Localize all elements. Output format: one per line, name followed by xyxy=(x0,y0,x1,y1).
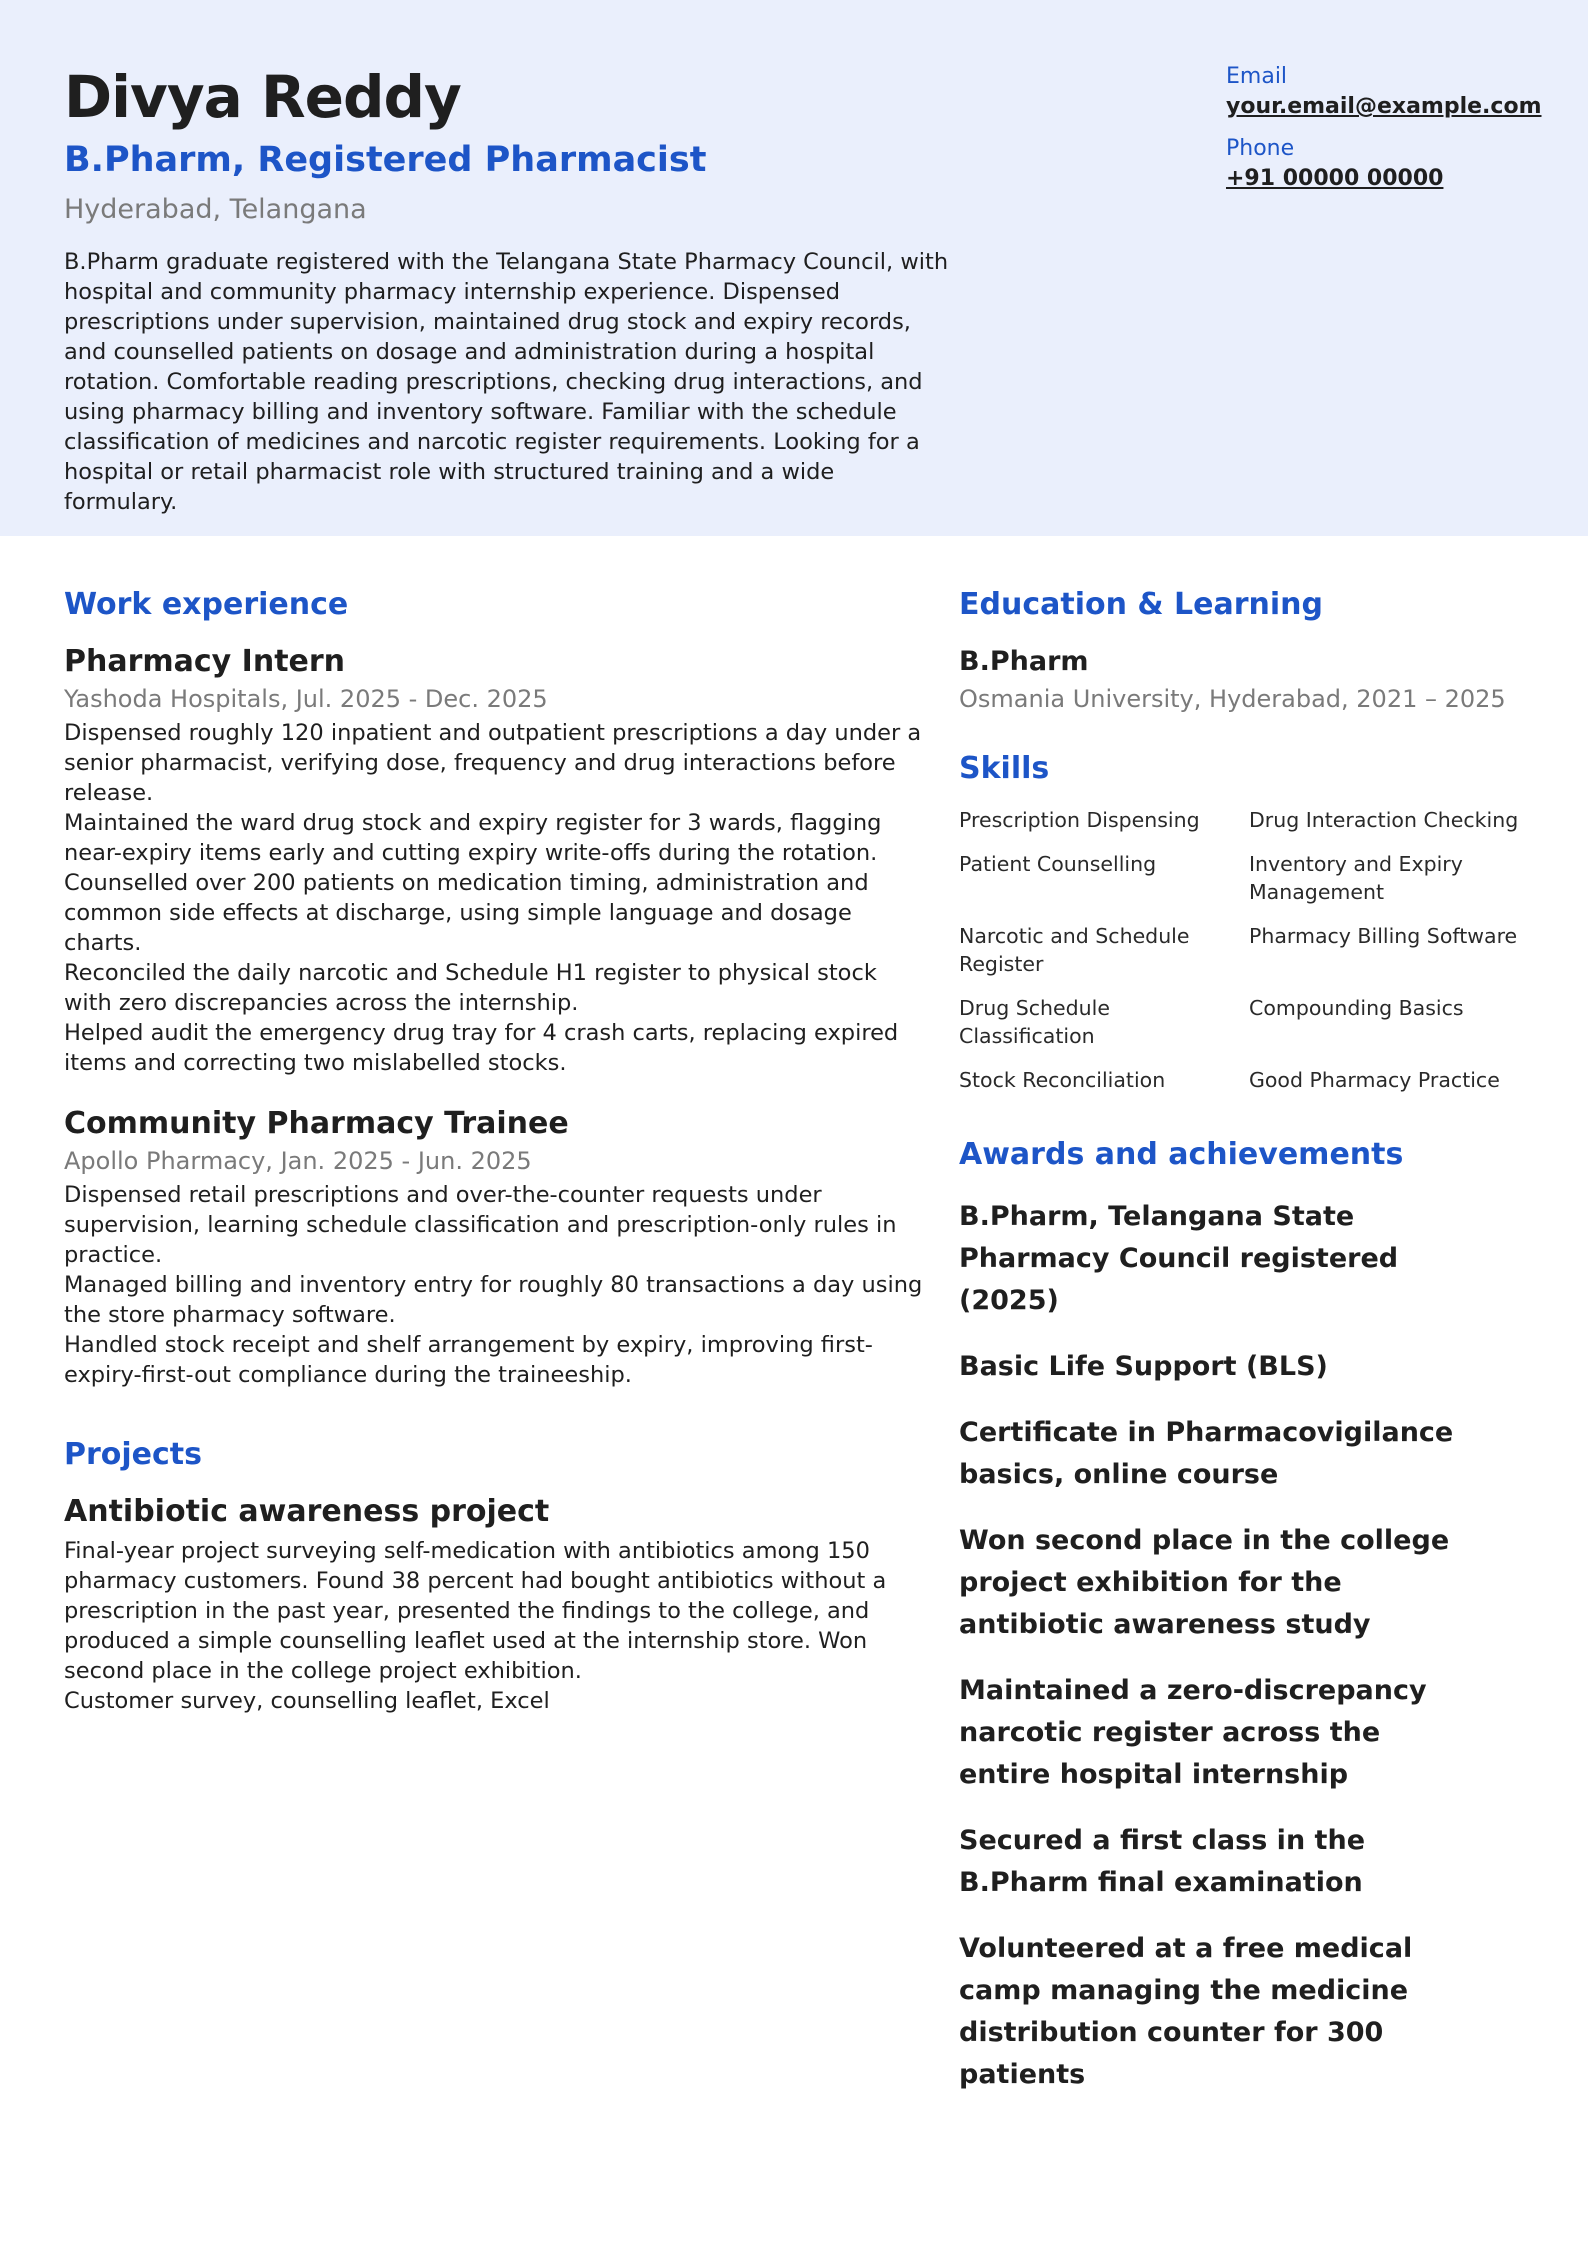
award-item: Secured a first class in the B.Pharm final examination xyxy=(959,1825,1366,1898)
candidate-name: Divya Reddy xyxy=(64,63,461,131)
job-title: Pharmacy Intern xyxy=(64,644,346,679)
skill-item: Narcotic and Schedule Register xyxy=(959,924,1190,976)
skill-item: Pharmacy Billing Software xyxy=(1249,924,1518,948)
skill-item: Drug Schedule Classification xyxy=(959,996,1110,1048)
award-item: Won second place in the college project exhibition for the antibiotic awareness study xyxy=(959,1525,1450,1640)
skill-item: Drug Interaction Checking xyxy=(1249,808,1519,832)
header-banner xyxy=(0,0,1588,536)
award-item: Certificate in Pharmacovigilance basics, online course xyxy=(959,1417,1454,1490)
awards-list xyxy=(959,1196,1569,2096)
awards-heading: Awards and achievements xyxy=(959,1137,1404,1172)
phone-link[interactable]: +91 00000 00000 xyxy=(1226,166,1444,191)
award-item: Maintained a zero-discrepancy narcotic register across the entire hospital internship xyxy=(959,1675,1427,1790)
job-bullet: Managed billing and inventory entry for roughly 80 transactions a day using the store pharmacy software. xyxy=(64,1272,923,1328)
work-experience-heading: Work experience xyxy=(64,587,349,622)
job-bullet: Reconciled the daily narcotic and Schedule H1 register to physical stock with zero discrepancies across the internship. xyxy=(64,960,877,1016)
education-heading: Education & Learning xyxy=(959,587,1323,622)
job-employer-dates: Yashoda Hospitals, Jul. 2025 - Dec. 2025 xyxy=(64,685,548,713)
project-tools: Customer survey, counselling leaflet, Excel xyxy=(64,1688,550,1714)
award-item: Volunteered at a free medical camp managing the medicine distribution counter for 300 patients xyxy=(959,1933,1413,2090)
skills-grid xyxy=(959,806,1569,1094)
degree: B.Pharm xyxy=(959,646,1089,677)
job-employer-dates: Apollo Pharmacy, Jan. 2025 - Jun. 2025 xyxy=(64,1147,532,1175)
location: Hyderabad, Telangana xyxy=(64,194,367,225)
skill-item: Stock Reconciliation xyxy=(959,1068,1166,1092)
skill-item: Inventory and Expiry Management xyxy=(1249,852,1463,904)
job-entry xyxy=(64,1104,924,1390)
contact-phone xyxy=(1226,134,1566,194)
project-entry xyxy=(64,1492,924,1716)
job-bullet: Helped audit the emergency drug tray for 4 crash carts, replacing expired items and correcting two mislabelled stocks. xyxy=(64,1020,899,1076)
job-bullet: Dispensed retail prescriptions and over-the-counter requests under supervision, learning schedule classification and prescription-only rules in practice. xyxy=(64,1182,897,1268)
left-column xyxy=(64,580,924,1716)
project-title: Antibiotic awareness project xyxy=(64,1494,550,1529)
job-title: Community Pharmacy Trainee xyxy=(64,1106,569,1141)
award-item: Basic Life Support (BLS) xyxy=(959,1351,1328,1382)
skill-item: Prescription Dispensing xyxy=(959,808,1200,832)
institution: Osmania University, Hyderabad, 2021 – 2025 xyxy=(959,685,1506,713)
headline: B.Pharm, Registered Pharmacist xyxy=(64,140,707,180)
skill-item: Patient Counselling xyxy=(959,852,1157,876)
email-link[interactable]: your.email@example.com xyxy=(1226,94,1542,119)
email-label: Email xyxy=(1226,64,1288,89)
contact-email xyxy=(1226,62,1566,122)
projects-heading: Projects xyxy=(64,1437,203,1472)
skill-item: Good Pharmacy Practice xyxy=(1249,1068,1500,1092)
right-column xyxy=(959,580,1569,2120)
job-entry xyxy=(64,642,924,1078)
skill-item: Compounding Basics xyxy=(1249,996,1464,1020)
summary: B.Pharm graduate registered with the Telangana State Pharmacy Council, with hospital and community pharmacy internship experience. Dispensed prescriptions under supervision, maintained drug stock and expiry records, and counselled patients on dosage and administration during a hospital rotation. Comfortable reading prescriptions, checking drug interactions, and using pharmacy billing and inventory software. Familiar with the schedule classification of medicines and narcotic register requirements. Looking for a hospital or retail pharmacist role with structured training and a wide formulary. xyxy=(64,249,949,515)
job-bullet: Counselled over 200 patients on medication timing, administration and common side effects at discharge, using simple language and dosage charts. xyxy=(64,870,869,956)
award-item: B.Pharm, Telangana State Pharmacy Council registered (2025) xyxy=(959,1201,1399,1316)
skills-heading: Skills xyxy=(959,751,1050,786)
job-bullet: Handled stock receipt and shelf arrangement by expiry, improving first-expiry-first-out compliance during the traineeship. xyxy=(64,1332,873,1388)
project-description: Final-year project surveying self-medication with antibiotics among 150 pharmacy customers. Found 38 percent had bought antibiotics without a prescription in the past year, presented the findings to the college, and produced a simple counselling leaflet used at the internship store. Won second place in the college project exhibition. xyxy=(64,1538,887,1684)
education-entry xyxy=(959,642,1569,716)
phone-label: Phone xyxy=(1226,136,1295,161)
job-bullet: Maintained the ward drug stock and expiry register for 3 wards, flagging near-expiry items early and cutting expiry write-offs during the rotation. xyxy=(64,810,882,866)
job-bullet: Dispensed roughly 120 inpatient and outpatient prescriptions a day under a senior pharmacist, verifying dose, frequency and drug interactions before release. xyxy=(64,720,922,806)
